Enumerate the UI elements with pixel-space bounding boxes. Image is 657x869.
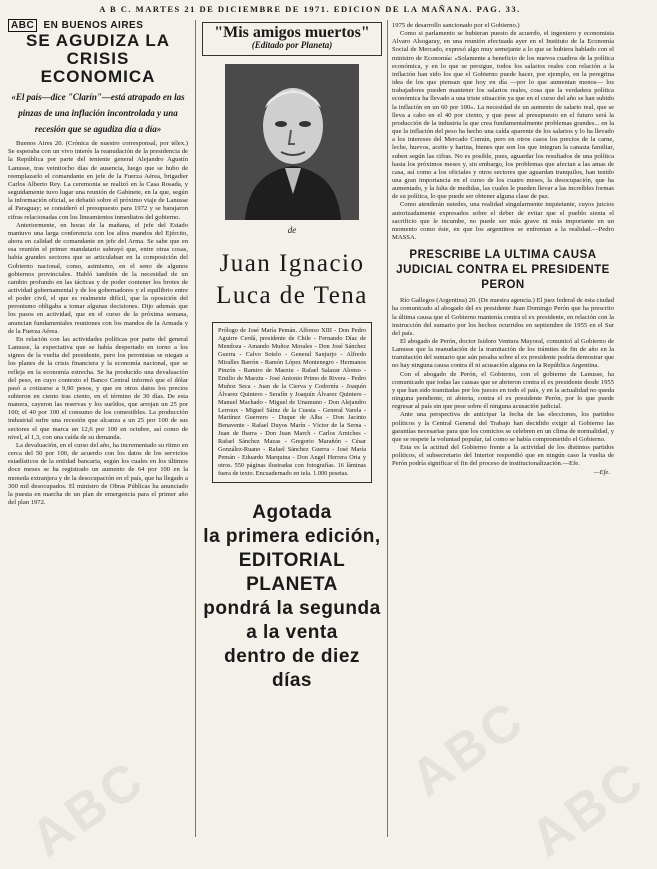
article-paragraph: Río Gallegos (Argentina) 20. (De nuestra agencia.) El juez federal de esta ciudad ha comunicado al abogado del ex presidente Juan Domingo Perón que ha prescrito la última causa que el Gobierno mantenía contra el ex presidente, en relación con la instrucción del sumario por los hechos ocurridos en septiembre de 1955 en el Sur del país. [392, 297, 614, 337]
abc-watermark: ABC [520, 749, 656, 869]
book-contents: Prólogo de José María Pemán. Alfonso XIII - Don Pedro Aguirre Cerdá, presidente de Chile - Fernando Díaz de Mendoza - Amando Muñoz Morales - Don José Sánchez Guerra - Calvo Sotelo - General Sanjurjo - Alfredo Miralles Barrón - Ramón López Montenegro - Hermanos Pinzón - Ramiro de Maeztu - Rafael Salazar Alonso - Emilio de Maeztu - José Antonio Primo de Rivera - Pedro Muñoz Seca - Juan de la Cierva y Codorníu - Joaquín Álvarez Quintero - Serafín y Joaquín Álvarez Quintero - Manuel Machado - Miguel de Unamuno - Don Alejandro Lerroux - Miguel Sáinz de la Cuesta - General Varela - Martínez Guerrero - Duque de Alba - Don Jacinto Benavente - Rafael Duyos Marín - Víctor de la Serna - Juan de Ibarra - Don Juan March - Carlos Arniches - Rafael Sánchez Mazas - Gregorio Marañón - César González-Ruano - Rafael Sánchez Guerra - José María Pemán - Eduardo Marquina - Don Angel Herrera Oria y otros. 550 páginas ilustradas con fotografías. 16 láminas fuera de texto. Encuadernado en tela. 1.000 pesetas. [212, 322, 372, 482]
article-paragraph: En relación con las actividades políticas por parte del general Lanusse, la expectativa que se había despertado en torno a los signos de la vuelta del presidente, pero los peronistas se niegan a los planes de la crisis financiera y la economía nacional, que se refleja en la economía estrecha. Se ha producido una devaluación del peso, en cuyo contexto el Banco Central informó que el dólar pasó a cotizarse a 9,90 pesos, y que en otros datos los precios subieron en ciento tras ciento, en el término de 30 días. De esta manera, cayeron las reservas y los sueldos, que arrojan un 25 por 100; el 40 por 100 el consumo de los comestibles. La producción industrial sufre una recesión que alcanza a un 25 por 100 de sus sectores el que marca un 12,6 por 100 en octubre, así como de nivel, al 1,3, con una caída de su demanda. [8, 335, 188, 441]
promo-line: pondrá la segunda [203, 597, 381, 619]
article-paragraph: Como si parlamento se hubieran puesto de acuerdo, el ingeniero y economista Alvaro Alsogaray, en una reunión efectuada ayer en el Instituto de la Economía Social de Mercado, expresó algo muy semejante a lo que se hubiera hablado con el ministro de Economía: «Solamente a beneficio de los nuevos cuadros de la política económica, y en lo que se persigue, todos los salarios reales con relación a la inflación han sido los que el Gobierno puede hacer, por ejemplo, en la peregrina idea de los que piensan que hoy en día —por lo que aumentan menos— los trabajadores pueden mantener los salarios reales, cosa que la verdadera política económica ha llevado a una triste situación ya que en el curso del año se han subido la inflación en un 60 por 100». La necesidad de un aumento de salario real, que se lleva a cabo en el 40 por ciento, y que pese al presupuesto en el futuro será la producción de la industria la que crea fundamentalmente problemas grandes... en la que la inflación del peso ha hecho una caída aparente de los salarios y lo ha llevado a los intereses del Mercado Común, pero en otros casos los precios de la carne, leche, huevos, aceite y harina, bienes que son los que integran la canasta familiar, suben según las cifras. No es posible, pues, aguardar los resultados de una política hasta los próximos meses y, sin embargo, los problemas que afectan a las amas de casa, así como a los oficiales y otros sectores que aguardan tranquilos, han tenido una gran importancia en el curso de los cuatro meses, la desocupación, que ha aumentado, y la falta de medidas, las cuales le pueden llevar a las increíbles formas de su política, lo que puede ser obtener alguna clase de paz. [392, 30, 614, 201]
author-line-1: Juan Ignacio [219, 250, 365, 278]
article-paragraph: Ante una perspectiva de anticipar la fecha de las elecciones, los partidos políticos y la Central General del Trabajo han decidido exigir al Gobierno las garantías necesarias para que los comicios se celebren en un clima de normalidad, y que se respete la voluntad popular, tal como se había comprometido el Gobierno. [392, 411, 614, 443]
middle-column-ad [202, 22, 382, 845]
left-column [8, 22, 188, 845]
headline-crisis: SE AGUDIZA LA CRISIS ECONOMICA [26, 31, 170, 87]
article-paragraph: 1975 de desarrollo sancionado por el Gobierno.) [392, 22, 520, 29]
promo-line: EDITORIAL PLANETA [238, 549, 346, 595]
promo-text [202, 501, 382, 693]
abc-logo: ABC [8, 19, 37, 32]
ad-publisher: (Editado por Planeta) [251, 40, 333, 51]
promo-line: a la venta [246, 621, 338, 643]
ad-title: "Mis amigos muertos" [214, 24, 370, 41]
subdeck-clarin: «El país—dice "Clarín"—está atrapado en las pinzas de una inflación incontrolada y una recesión que se agudiza día a día» [11, 92, 185, 135]
author-line-2: Luca de Tena [216, 282, 368, 310]
article-paragraph: Buenos Aires 20. (Crónica de nuestro corresponsal, por télex.) Se esperaba con un vivo interés la reanudación de la presidencia de la República por parte del teniente general Alejandro Agustín Lanusse, tras veintiocho días de ausencia, luego que se hubo de reemplazarlo el comandante en jefe de la Fuerza Aérea, brigadier Carlos Alberto Rey. La ceremonia se realizó en la Casa Rosada, y seguidamente tuvo lugar una reunión de Gabinete, en la que, según la información oficial, se debatió sobre el próximo viaje de Lanusse al Paraguay; se consideró el presupuesto para 1972 y se barajaron cifras relacionadas con los lineamientos inmediatos del gobierno. [8, 140, 188, 221]
abc-watermark: ABC [400, 689, 536, 809]
promo-line: dentro de diez días [224, 645, 360, 691]
author-name [202, 248, 382, 312]
section-tag-label: EN BUENOS AIRES [43, 20, 144, 31]
article-paragraph: Esta es la actitud del Gobierno frente a la actividad de los distintos partidos políticos, el subsecretario del Interior respondió que en ningún caso la vuelta de Perón podría significar el fin del proceso de institucionalización.—Efe. [392, 444, 614, 468]
right-column [392, 22, 614, 845]
author-portrait [225, 64, 359, 220]
signoff: —Efe. [593, 468, 610, 476]
by-label: de [287, 225, 297, 236]
running-head: A B C. MARTES 21 DE DICIEMBRE DE 1971. EDICION DE LA MAÑANA. PAG. 33. [99, 4, 521, 14]
column-rule [387, 20, 388, 837]
article-paragraph: Anteriormente, en horas de la mañana, el jefe del Estado mantuvo una larga conferencia con los altos mandos del Ejército, ahora en calidad de comandante en jefe del Arma. Se sabe que en esa reunión el primer mandatario subrayó que, entre otras cosas, había grandes sectores que se articulaban en la composición del Gobierno nacional, como, asimismo, en el seno de algunos gobiernos provinciales. Habló también de la necesidad de un cambio profundo en las tácticas y de poder contener los brotes de actividad gubernamental y de los gobernadores y el equilibrio entre el poder civil, el que es realmente difícil, que la oposición del peronismo obligaba a tomar algunas decisiones. Dijo además que los pasos en actividad, que en el curso de la próxima semana, anuncian fundamentales reuniones con los mandos de la Armada y de la Fuerza Aérea. [8, 221, 188, 335]
abc-watermark: ABC [20, 749, 156, 869]
article-paragraph: Como atenderán ustedes, una realidad singularmente inquietante, cuyos juicios autorizadamente expresados sobre el deber de evitar que el pueblo sienta el sacrificio que le incumbe, no puede ser más grave ni más importante en un momento como éste, en que los argentinos se enfrentan a la realidad.—Pedro MASSA. [392, 201, 614, 242]
ad-title-box [202, 22, 382, 56]
article-paragraph: El abogado de Perón, doctor Isidoro Ventura Mayoral, comunicó al Gobierno de Lanusse que la reanudación de la tramitación de los trámites de fin de año en la tramitación del sumario que aún pesaba sobre el ex presidente podría demostrar que no hay ninguna causa contra él ni acusación alguna en la República Argentina. [392, 338, 614, 370]
section-tag [8, 22, 188, 30]
article-paragraph: Con el abogado de Perón, el Gobierno, con el gobierno de Lanusse, ha comunicado que todas las causas que se abrieron contra el ex presidente desde 1955 y que han sido tramitadas por los jueces en todo el país, y en la actualidad no queda ninguna pendiente, ni abierta, contra el ex presidente Perón, por lo que puede regresar al país sin que pese sobre él ninguna acusación judicial. [392, 370, 614, 411]
portrait-photo [225, 64, 359, 220]
article-paragraph: La devaluación, en el curso del año, ha incrementado su ritmo en cerca del 50 por 100, de acuerdo con los datos de los servicios estadísticos de la entidad bancaria, según los cuales en los últimos doce meses se ha registrado un aumento de 64 por 100 en la moneda extranjera y de la desocupación en el país, que ha llegado a 300 mil desocupados. El ministro de Obras Públicas ha anunciado la puesta en marcha de un plan de emergencia para el primer año del plan 1972. [8, 441, 188, 507]
headline-peron: PRESCRIBE LA ULTIMA CAUSA JUDICIAL CONTRA EL PRESIDENTE PERON [396, 249, 610, 292]
promo-line: Agotada [252, 501, 332, 523]
promo-line: la primera edición, [203, 525, 381, 547]
column-rule [195, 20, 196, 837]
